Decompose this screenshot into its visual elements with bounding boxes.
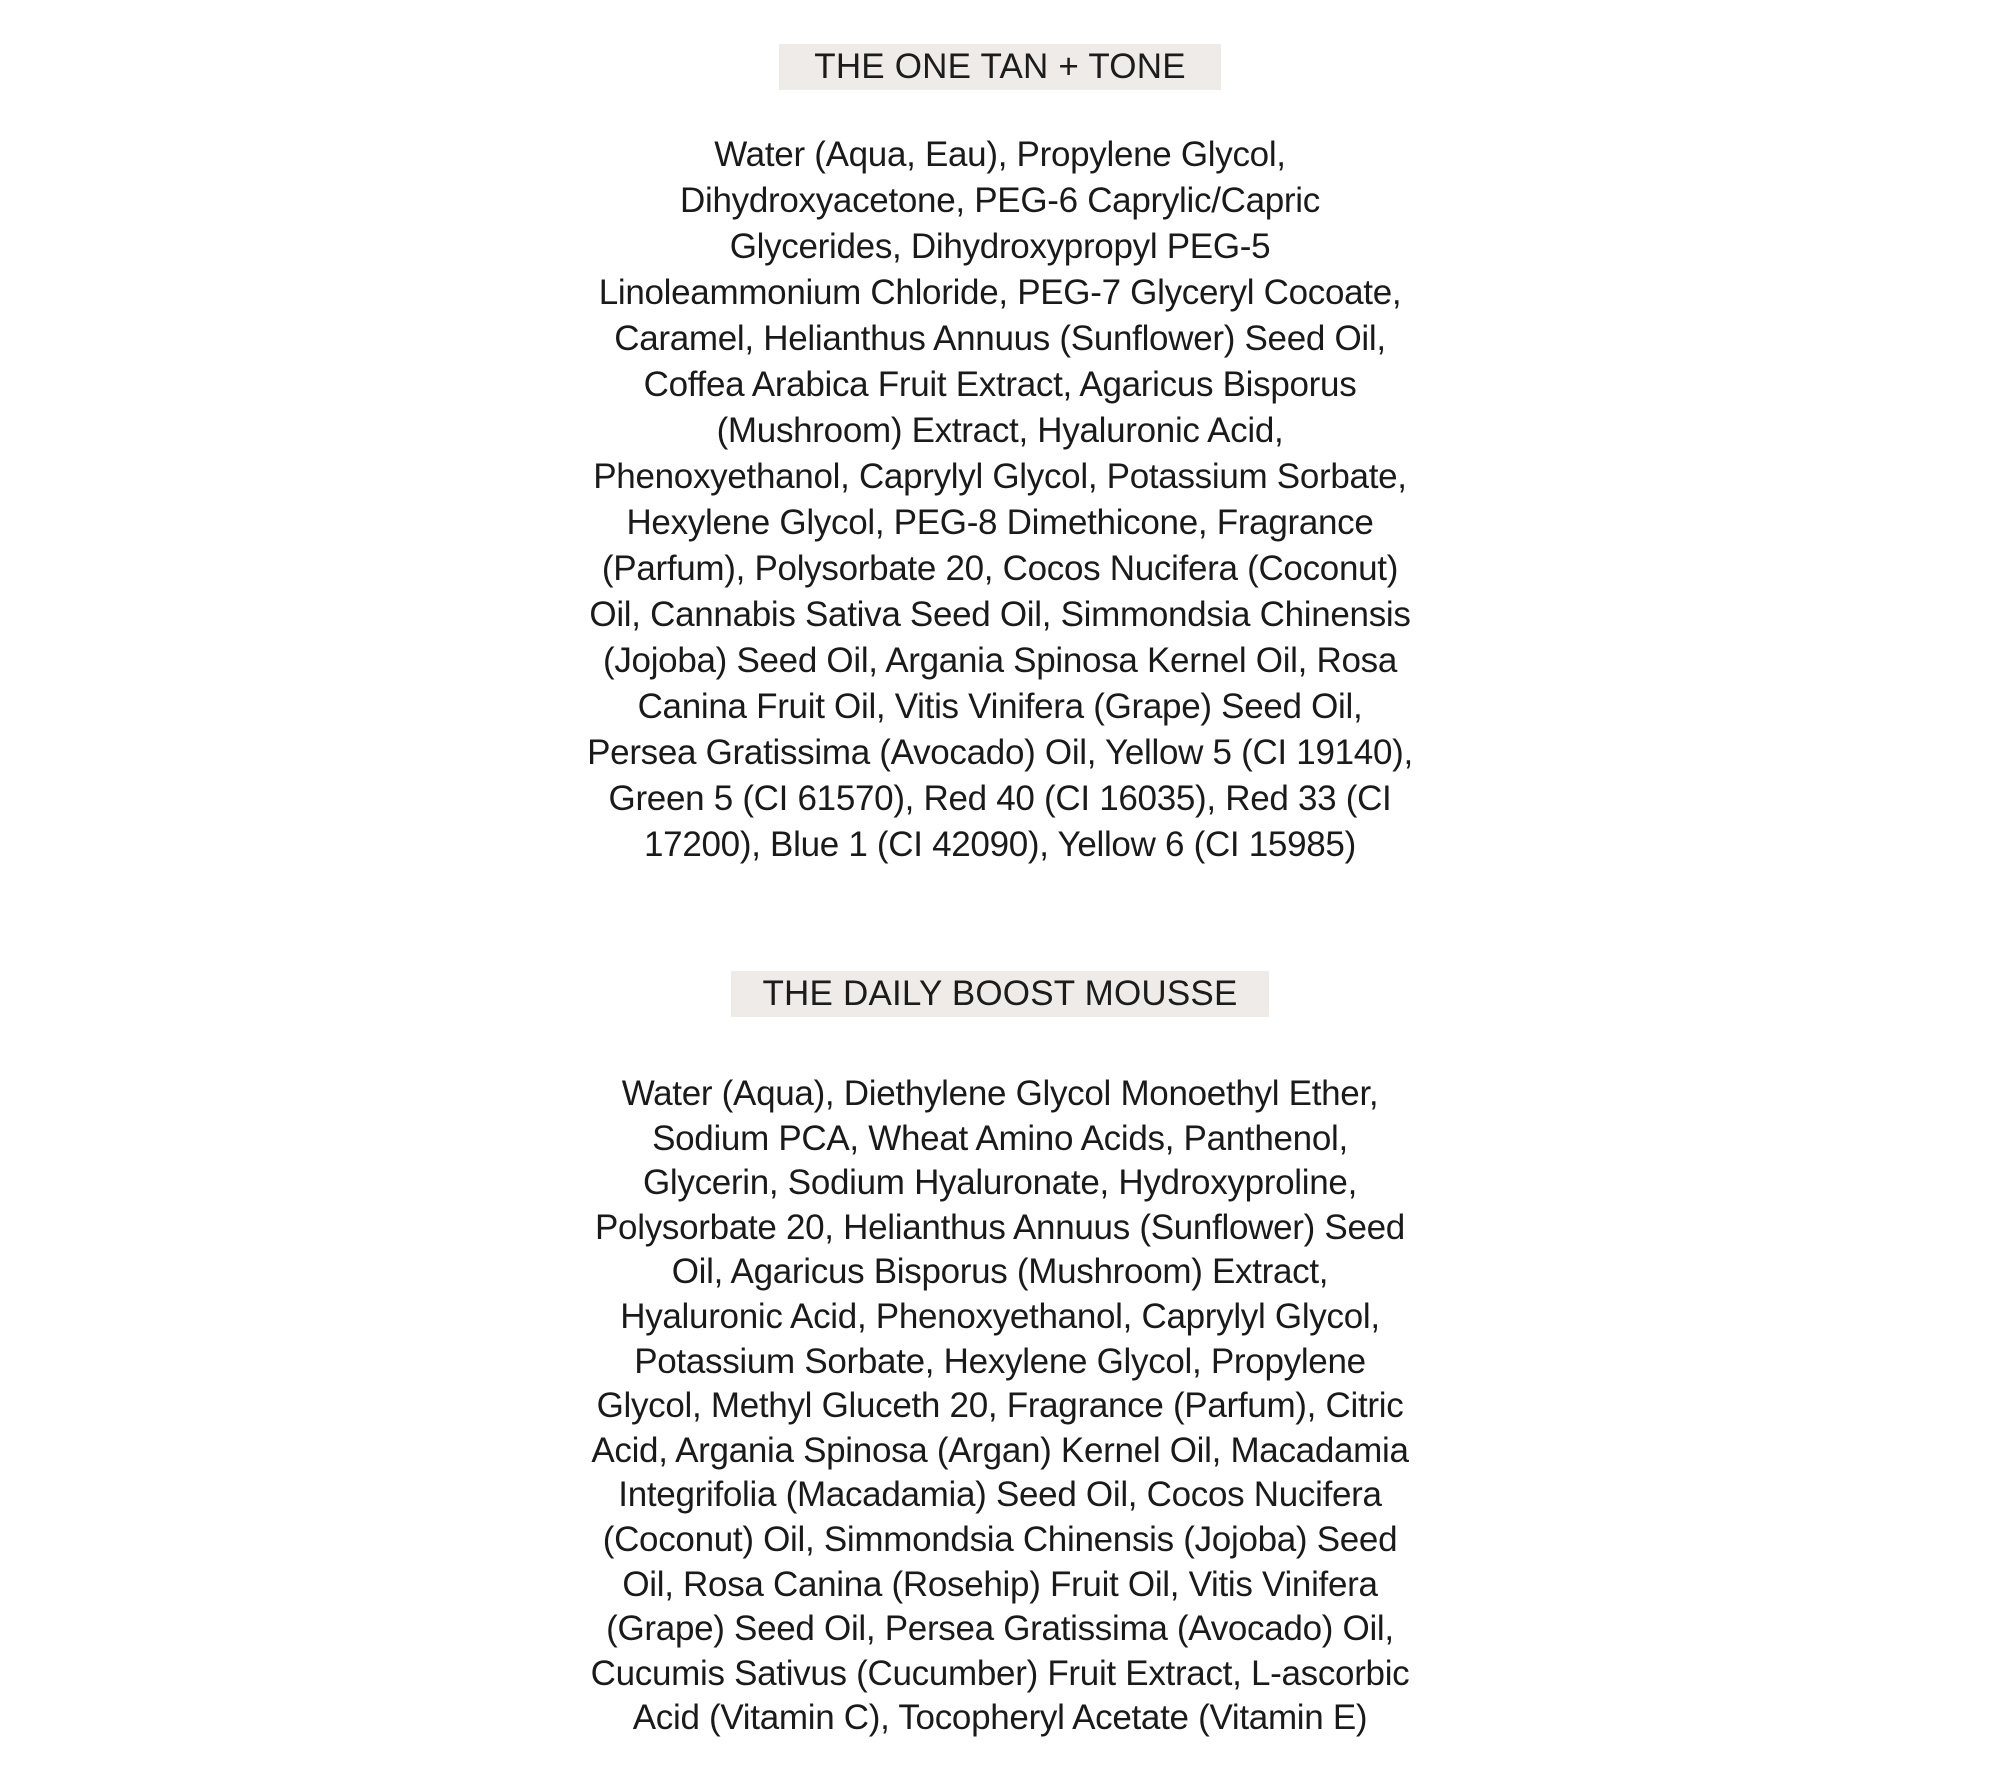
ingredients-list-one-tan-tone (0, 132, 2000, 868)
ingredient-line: Water (Aqua), Diethylene Glycol Monoethyl Ether, (621, 1074, 1379, 1113)
ingredient-line: Coffea Arabica Fruit Extract, Agaricus Bisporus (643, 365, 1357, 404)
ingredient-line: Phenoxyethanol, Caprylyl Glycol, Potassium Sorbate, (593, 457, 1407, 496)
ingredient-line: (Coconut) Oil, Simmondsia Chinensis (Jojoba) Seed (602, 1519, 1398, 1559)
ingredient-line: Polysorbate 20, Helianthus Annuus (Sunflower) Seed (595, 1207, 1405, 1247)
product-section-one-tan-tone (0, 44, 2000, 868)
ingredient-line: Hyaluronic Acid, Phenoxyethanol, Caprylyl Glycol, (620, 1296, 1380, 1336)
ingredient-line: Dihydroxyacetone, PEG-6 Caprylic/Capric (680, 181, 1320, 220)
ingredient-line: Integrifolia (Macadamia) Seed Oil, Cocos Nucifera (618, 1475, 1382, 1515)
ingredient-line: Linoleammonium Chloride, PEG-7 Glyceryl Cocoate, (598, 273, 1402, 312)
ingredient-line: Potassium Sorbate, Hexylene Glycol, Propylene (634, 1341, 1366, 1381)
ingredient-line: (Grape) Seed Oil, Persea Gratissima (Avocado) Oil, (606, 1609, 1394, 1649)
ingredient-line: Cucumis Sativus (Cucumber) Fruit Extract, L-ascorbic (590, 1653, 1410, 1693)
ingredients-list-daily-boost-mousse (0, 1072, 2000, 1741)
ingredient-line: Hexylene Glycol, PEG-8 Dimethicone, Fragrance (626, 503, 1374, 542)
product-title-one-tan-tone: THE ONE TAN + TONE (779, 44, 1221, 90)
ingredient-line: Green 5 (CI 61570), Red 40 (CI 16035), Red 33 (CI (608, 779, 1392, 818)
ingredient-line: Acid, Argania Spinosa (Argan) Kernel Oil, Macadamia (591, 1430, 1409, 1470)
ingredient-line: Canina Fruit Oil, Vitis Vinifera (Grape) Seed Oil, (637, 687, 1363, 726)
ingredient-line: Glycerides, Dihydroxypropyl PEG-5 (729, 227, 1271, 266)
ingredient-line: 17200), Blue 1 (CI 42090), Yellow 6 (CI 15985) (644, 825, 1356, 864)
ingredient-line: Caramel, Helianthus Annuus (Sunflower) Seed Oil, (614, 319, 1386, 358)
ingredient-line: Acid (Vitamin C), Tocopheryl Acetate (Vitamin E) (632, 1698, 1368, 1738)
ingredient-line: Oil, Cannabis Sativa Seed Oil, Simmondsia Chinensis (589, 595, 1411, 634)
ingredient-line: Oil, Agaricus Bisporus (Mushroom) Extract, (671, 1252, 1329, 1292)
product-title-daily-boost-mousse: THE DAILY BOOST MOUSSE (731, 971, 1268, 1017)
ingredient-line: Water (Aqua, Eau), Propylene Glycol, (714, 135, 1286, 174)
ingredient-line: Oil, Rosa Canina (Rosehip) Fruit Oil, Vitis Vinifera (622, 1564, 1378, 1604)
ingredient-line: (Jojoba) Seed Oil, Argania Spinosa Kernel Oil, Rosa (602, 641, 1398, 680)
ingredient-line: Sodium PCA, Wheat Amino Acids, Panthenol, (652, 1118, 1348, 1158)
ingredient-line: Persea Gratissima (Avocado) Oil, Yellow 5 (CI 19140), (587, 733, 1413, 772)
ingredient-line: (Parfum), Polysorbate 20, Cocos Nucifera (Coconut) (601, 549, 1399, 588)
ingredient-line: (Mushroom) Extract, Hyaluronic Acid, (716, 411, 1284, 450)
product-section-daily-boost-mousse (0, 971, 2000, 1741)
ingredient-line: Glycol, Methyl Gluceth 20, Fragrance (Parfum), Citric (596, 1386, 1404, 1426)
ingredient-line: Glycerin, Sodium Hyaluronate, Hydroxyproline, (642, 1163, 1358, 1203)
